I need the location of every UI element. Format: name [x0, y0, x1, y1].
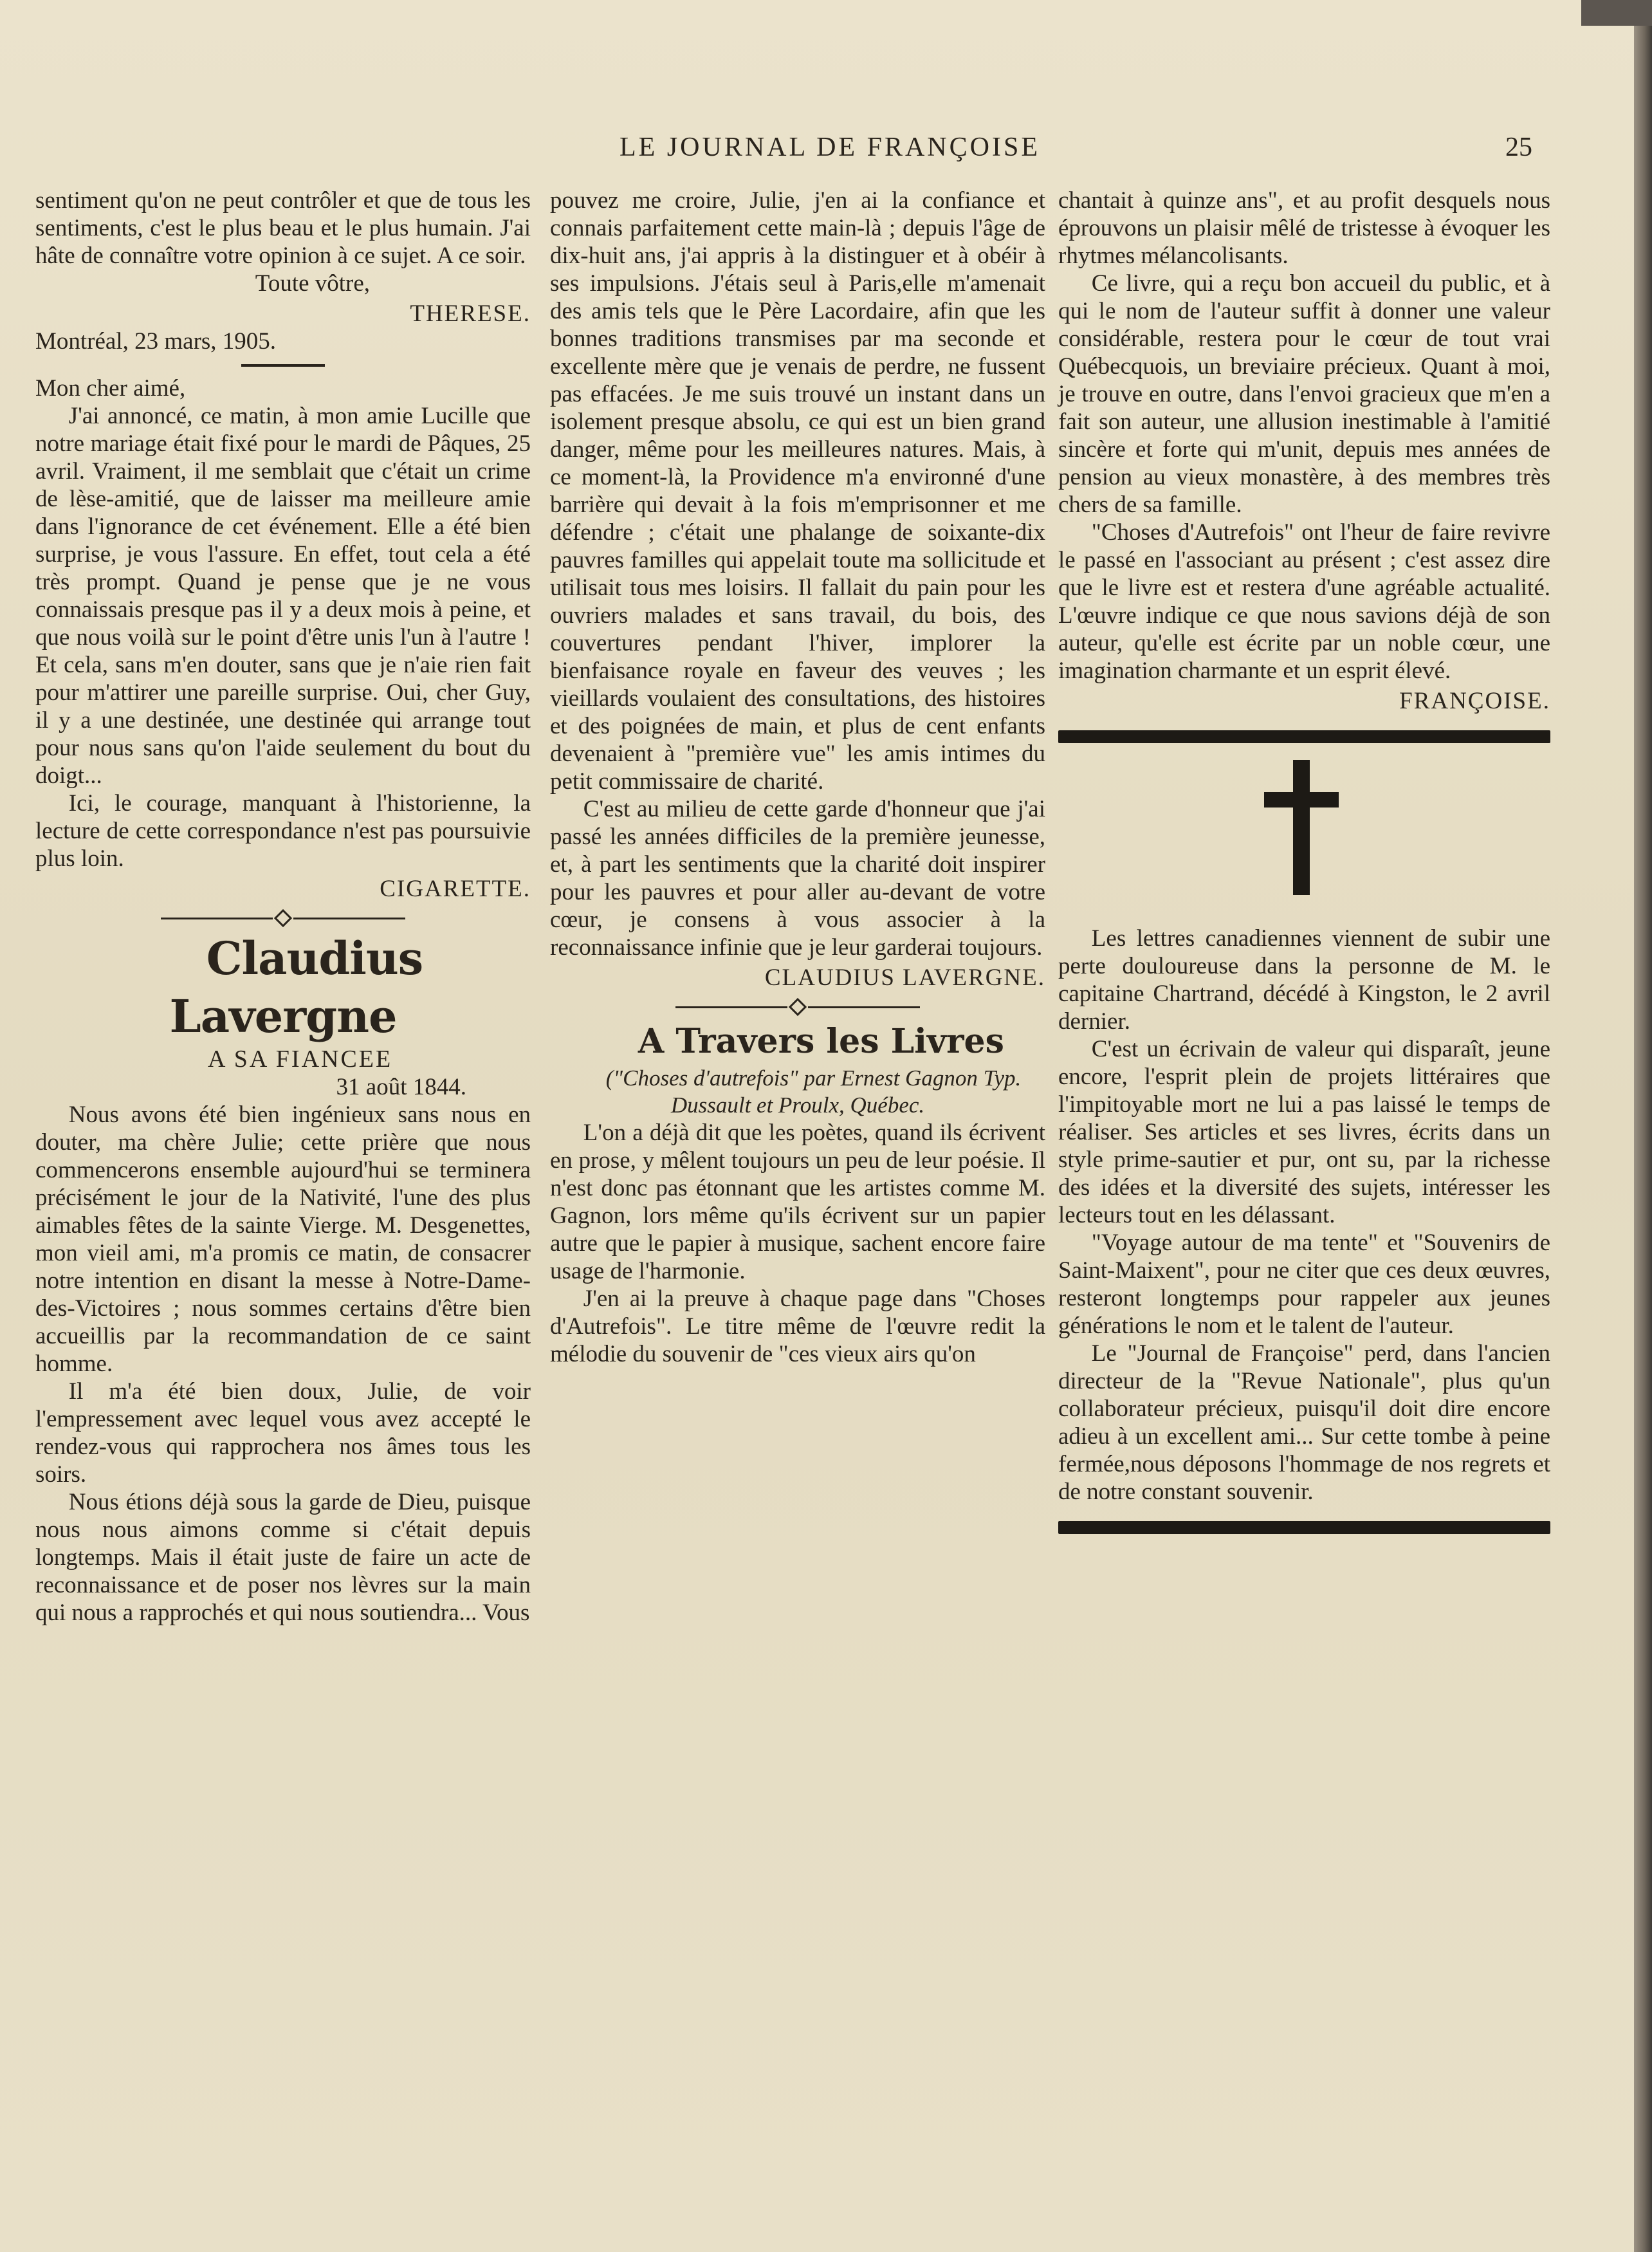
column-left [35, 187, 531, 1627]
letter-closing: Toute vôtre, [255, 270, 371, 297]
editorial-note: Ici, le courage, manquant à l'historienne, la lecture de cette correspondance n'est pas poursuivie plus loin. [35, 790, 531, 872]
column-right [1058, 187, 1550, 1551]
page-edge [1634, 0, 1652, 2252]
review-text: chantait à quinze ans", et au profit desquels nous éprouvons un plaisir mêlé de tristesse à évoquer les rhytmes mélancolisants. [1058, 187, 1550, 269]
mourning-bar [1058, 1521, 1550, 1534]
section-rule [241, 364, 325, 367]
dateline: Montréal, 23 mars, 1905. [35, 328, 277, 355]
page-number: 25 [1505, 133, 1532, 162]
letter-text: sentiment qu'on ne peut contrôler et que de tous les sentiments, c'est le plus beau et le plus humain. J'ai hâte de connaître votre opinion à ce sujet. A ce soir. [35, 187, 531, 269]
letter-date: 31 août 1844. [336, 1074, 466, 1100]
salutation: Mon cher aimé, [35, 375, 186, 401]
article-heading-lavergne: Claudius Lavergne [169, 932, 423, 1043]
letter-text: Nous avons été bien ingénieux sans nous en douter, ma chère Julie; cette prière que nous commencerons ensemble aujourd'hui se terminera précisément le jour de la Nativité, l'une des plus aimables fêtes de la sainte Vierge. M. Desgenettes, mon vieil ami, m'a promis ce matin, de consacrer notre intention en disant la messe à Notre-Dame-des-Victoires ; nous sommes certains d'être bien accueillis par la recommandation de ce saint homme. [35, 1102, 531, 1377]
signature-therese: THERESE. [410, 300, 531, 327]
column-middle [550, 187, 1045, 1368]
letter-text: Il m'a été bien doux, Julie, de voir l'empressement avec lequel vous avez accepté le rendez-vous qui rapprochera nos âmes tous les soirs. [35, 1378, 531, 1488]
obituary-text: Le "Journal de Françoise" perd, dans l'ancien directeur de la "Revue Nationale", plus qu'un collaborateur précieux, puisqu'il doit dire encore adieu à un excellent ami... Sur cette tombe à peine fermée,nous déposons l'hommage de nos regrets et de notre constant souvenir. [1058, 1340, 1550, 1505]
letter-text: C'est au milieu de cette garde d'honneur que j'ai passé les années difficiles de la première jeunesse, et, à part les sentiments que la charité doit inspirer pour les pauvres et pour aller au-devant de votre cœur, je consens à vous associer à la reconnaissance infinie que je leur garderai toujours. [550, 796, 1045, 961]
obituary-text: "Voyage autour de ma tente" et "Souvenirs de Saint-Maixent", pour ne citer que ces deux œuvres, resteront longtemps pour rappeler aux jeunes générations le nom et le talent de l'auteur. [1058, 1230, 1550, 1339]
signature-francoise: FRANÇOISE. [1399, 688, 1550, 714]
running-title: LE JOURNAL DE FRANÇOISE [620, 133, 1040, 162]
obituary-text: C'est un écrivain de valeur qui disparaît, jeune encore, l'esprit plein de projets littéraires que l'impitoyable mort ne lui a pas laissé le temps de réaliser. Ses articles et ses livres, écrits dans un style prime-sautier et pur, ont su, par la richesse des idées et la diversité des sujets, intéresser les lecteurs tout en les délassant. [1058, 1036, 1550, 1228]
ornament-divider [675, 1001, 920, 1013]
page-edge-corner [1581, 0, 1652, 26]
mourning-bar [1058, 730, 1550, 743]
review-text: J'en ai la preuve à chaque page dans "Choses d'Autrefois". Le titre même de l'œuvre redit la mélodie du souvenir de "ces vieux airs qu'on [550, 1286, 1045, 1367]
review-text: "Choses d'Autrefois" ont l'heur de faire revivre le passé en l'associant au présent ; c'est assez dire que le livre est et restera d'une agréable actualité. L'œuvre indique ce que nous savions déjà de son auteur, qu'elle est écrite par un noble cœur, une imagination charmante et un esprit élevé. [1058, 519, 1550, 684]
cross-icon [1058, 760, 1550, 901]
letter-text: J'ai annoncé, ce matin, à mon amie Lucille que notre mariage était fixé pour le mardi de Pâques, 25 avril. Vraiment, il me semblait que c'était un crime de lèse-amitié, que de laisser ma meilleure amie dans l'ignorance de cet événement. Elle a été bien surprise, je vous l'assure. En effet, tout cela a été très prompt. Quand je pense que je ne vous connaissais presque pas il y a deux mois à peine, et que nous voilà sur le point d'être unis l'un à l'autre ! Et cela, sans m'en douter, sans que je n'aie rien fait pour m'attirer une pareille surprise. Oui, cher Guy, il y a une destinée, une destinée qui arrange tout pour nous sans qu'on l'aide seulement du bout du doigt... [35, 403, 531, 789]
article-heading-livres: A Travers les Livres [638, 1022, 1004, 1061]
book-reference: ("Choses d'autrefois" par Ernest Gagnon Typ. Dussault et Proulx, Québec. [605, 1066, 1022, 1118]
obituary-text: Les lettres canadiennes viennent de subir une perte douloureuse dans la personne de M. le capitaine Chartrand, décédé à Kingston, le 2 avril dernier. [1058, 925, 1550, 1035]
letter-text: pouvez me croire, Julie, j'en ai la confiance et connais parfaitement cette main-là ; depuis l'âge de dix-huit ans, j'ai appris à la distinguer et à obéir à ses impulsions. J'étais seul à Paris,elle m'amenait des amis tels que le Père Lacordaire, afin que les bonnes traditions transmises par ma seconde et excellente mère que je venais de perdre, ne fussent pas effacées. Je me suis trouvé un instant dans un isolement presque absolu, ce qui est un bien grand danger, même pour les meilleures natures. Mais, à ce moment-là, la Providence m'a environné d'une barrière qui devait à la fois m'emprisonner et me défendre ; c'était une phalange de soixante-dix pauvres familles qui appelait toute ma sollicitude et utilisait tous mes loisirs. Il fallait du pain pour les ouvriers malades et sans travail, du bois, des couvertures pendant l'hiver, implorer la bienfaisance royale en faveur des veuves ; les vieillards voulaient des consultations, des histoires et des poignées de main, et plus de cent enfants devenaient à "première vue" les amis intimes du petit commissaire de charité. [550, 187, 1045, 795]
review-text: L'on a déjà dit que les poètes, quand ils écrivent en prose, y mêlent toujours un peu de leur poésie. Il n'est donc pas étonnant que les artistes comme M. Gagnon, lors même qu'ils écrivent sur un papier autre que le papier à musique, sachent encore faire usage de l'harmonie. [550, 1120, 1045, 1284]
letter-text: Nous étions déjà sous la garde de Dieu, puisque nous nous aimons comme si c'était depuis longtemps. Mais il était juste de faire un acte de reconnaissance et de poser nos lèvres sur la main qui nous a rapprochés et qui nous soutiendra... Vous [35, 1489, 531, 1626]
signature-lavergne: CLAUDIUS LAVERGNE. [764, 964, 1045, 991]
signature-cigarette: CIGARETTE. [380, 876, 531, 902]
article-subheading: A SA FIANCEE [207, 1046, 393, 1073]
ornament-divider [161, 912, 405, 925]
review-text: Ce livre, qui a reçu bon accueil du public, et à qui le nom de l'auteur suffit à donner une valeur considérable, restera pour le cœur de tout vrai Québecquois, un breviaire précieux. Quant à moi, je trouve en outre, dans l'envoi gracieux que m'en a fait son auteur, une allusion inestimable à l'amitié sincère et forte qui m'unit, depuis mes années de pension au vieux monastère, à des membres très chers de sa famille. [1058, 270, 1550, 518]
